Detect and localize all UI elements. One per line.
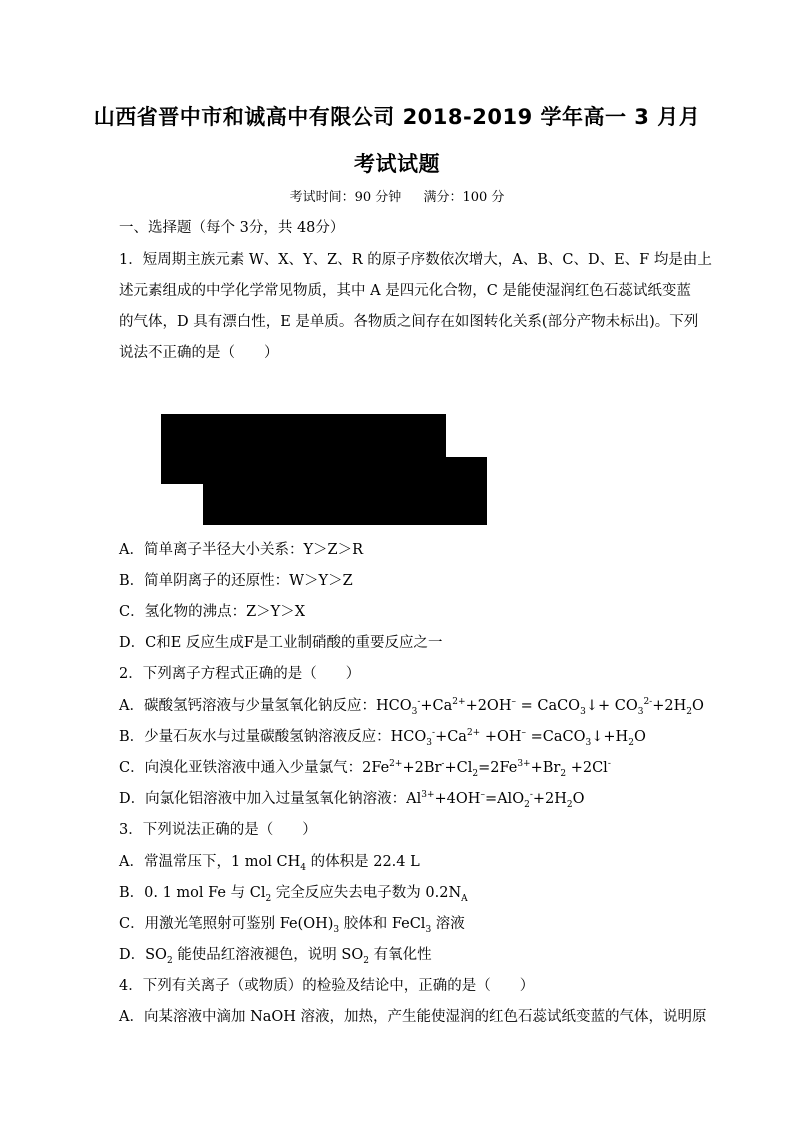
q1-option-c: C．氢化物的沸点：Z＞Y＞X (119, 604, 306, 620)
q1-stem-line-4: 说法不正确的是（ ） (119, 345, 279, 361)
q3-option-b: B．0. 1 mol Fe 与 $Cl_2$ 完全反应失去电子数为 $0.2N_A$ (119, 885, 468, 904)
q2-option-c: C．向溴化亚铁溶液中通入少量氯气：$2Fe^{2+}+2Br^-+Cl_2=2Fe^{3+}+Br_2 +2Cl^-$ (119, 759, 611, 779)
q1-option-b: B．简单阴离子的还原性：W＞Y＞Z (119, 573, 353, 589)
q1-option-d: D．C和E 反应生成F是工业制硝酸的重要反应之一 (119, 635, 443, 651)
exam-title-line-2: 考试试题 (354, 152, 440, 176)
q1-stem-line-1: 1．短周期主族元素 W、X、Y、Z、R 的原子序数依次增大，A、B、C、D、E、F 均是由上 (119, 252, 712, 268)
exam-meta (0, 186, 794, 205)
exam-time: 考试时间：90 分钟 (289, 190, 402, 205)
q4-option-a: A．向某溶液中滴加 NaOH 溶液，加热，产生能使湿润的红色石蕊试纸变蓝的气体，说明原 (119, 1009, 707, 1025)
q2-stem: 2．下列离子方程式正确的是（ ） (119, 666, 361, 682)
q4-stem: 4．下列有关离子（或物质）的检验及结论中，正确的是（ ） (119, 978, 535, 994)
q2-option-d: D．向氯化铝溶液中加入过量氢氧化钠溶液：$Al^{3+}+4OH^-=AlO_2^-+2H_2O$ (119, 790, 585, 810)
section-heading: 一、选择题（每个 3分，共 48分） (119, 220, 345, 236)
diagram-block-right (446, 457, 487, 525)
q1-stem-line-3: 的气体，D 具有漂白性，E 是单质。各物质之间存在如图转化关系(部分产物未标出)。下列 (119, 314, 699, 330)
diagram-block-lower (203, 484, 446, 525)
exam-title-line-1: 山西省晋中市和诚高中有限公司 2018-2019 学年高一 3 月月 (93, 105, 701, 129)
q3-option-a: A．常温常压下，1 mol $CH_4$ 的体积是 22.4 L (119, 854, 420, 873)
q2-option-b: B．少量石灰水与过量碳酸氢钠溶液反应：$HCO_3^-+Ca^{2+} +OH^-$ $=CaCO_3↓+H_2O$ (119, 728, 646, 748)
q3-option-d: D．$SO_2$ 能使品红溶液褪色，说明 $SO_2$ 有氧化性 (119, 947, 432, 966)
q2-option-a: A．碳酸氢钙溶液与少量氢氧化钠反应：$HCO_3^-+Ca^{2+}+2OH^-$ = CaCO$_3$↓+ $CO_3^{2-}+2H_2O$ (119, 697, 704, 717)
diagram-block-main (161, 414, 446, 484)
exam-score: 满分：100 分 (423, 190, 505, 205)
q1-option-a: A．简单离子半径大小关系：Y＞Z＞R (119, 542, 364, 558)
q3-stem: 3．下列说法正确的是（ ） (119, 822, 317, 838)
q1-stem-line-2: 述元素组成的中学化学常见物质，其中 A 是四元化合物，C 是能使湿润红色石蕊试纸变蓝 (119, 283, 691, 299)
q3-option-c: C．用激光笔照射可鉴别 $Fe(OH)_3$ 胶体和 FeCl$_3$ 溶液 (119, 916, 465, 935)
